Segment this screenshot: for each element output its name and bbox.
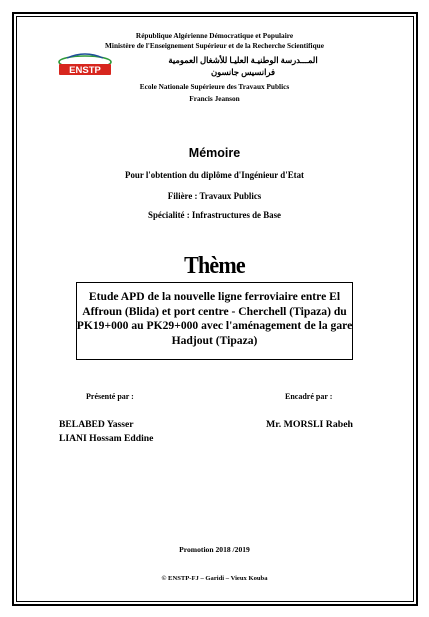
diplome-line: Pour l'obtention du diplôme d'Ingénieur d'Etat [125,170,304,180]
filiere-line: Filière : Travaux Publics [167,191,262,201]
specialite-line: Spécialité : Infrastructures de Base [148,210,281,220]
school-subname: Francis Jeanson [189,94,240,103]
school-name: Ecole Nationale Supérieure des Travaux Publics [139,82,290,91]
ministere-line: Ministère de l'Enseignement Supérieur et de la Recherche Scientifique [105,41,324,50]
supervised-by-label: Encadré par : [285,392,333,401]
theme-text: Etude APD de la nouvelle ligne ferroviaire entre El Affroun (Blida) et port centre - Cherchell (Tipaza) du PK19+000 au PK29+000 avec l'aménagement de la gare Hadjout (Tipaza) [76,290,353,348]
theme-heading: Thème [184,250,245,279]
promotion-line: Promotion 2018 /2019 [179,545,250,554]
enstp-logo [53,52,117,78]
presented-by-label: Présenté par : [86,392,134,401]
supervisor-name: Mr. MORSLI Rabeh [266,419,353,430]
copyright-line: © ENSTP-FJ – Garidi – Vieux Kouba [161,575,268,582]
student-name: BELABED Yasser [59,419,134,430]
logo-text: ENSTP [69,65,101,76]
document-kind: Mémoire [188,146,241,160]
student-name: LIANI Hossam Eddine [59,433,154,444]
republique-line: République Algérienne Démocratique et Populaire [135,31,294,40]
arabic-school-name: المـــدرسة الوطنيـة العليـا للأشغال العمومية [168,56,318,65]
arabic-school-subname: فرانسيس جانسون [210,68,276,77]
